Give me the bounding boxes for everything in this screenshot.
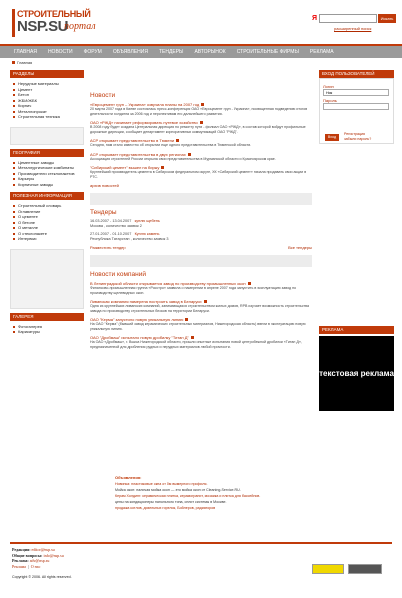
news-item bbox=[90, 138, 312, 148]
sidebar-item[interactable]: Металлургические комбинаты bbox=[10, 165, 84, 171]
text-ad-banner[interactable]: текстовая реклама bbox=[319, 336, 394, 411]
copyright: Copyright © 2006. All rights reserved. bbox=[12, 575, 72, 579]
logo-main: NSP.SU bbox=[17, 18, 68, 35]
news-text: 20 марта 2007 года в Киеве состоялась пресс-конференция ОАО «Евроцемент груп - Украина», посвященная подведению итогов деятельности холдинга за 2006 год и перспективам его дальнейшего развития. bbox=[90, 107, 308, 116]
geo-title: ГЕОГРАФИЯ bbox=[10, 149, 84, 157]
footer-divider bbox=[10, 542, 392, 544]
sections-block bbox=[10, 70, 84, 125]
logo-sub: портал bbox=[64, 21, 96, 32]
right-sidebar bbox=[319, 70, 394, 411]
info-title: ПОЛЕЗНАЯ ИНФОРМАЦИЯ bbox=[10, 192, 84, 200]
sidebar-item[interactable]: Кирпичные заводы bbox=[10, 182, 84, 188]
nav-item-firms[interactable]: СТРОИТЕЛЬНЫЕ ФИРМЫ bbox=[236, 49, 299, 55]
company-news-item bbox=[90, 335, 312, 349]
nav-item-home[interactable]: ГЛАВНАЯ bbox=[14, 49, 37, 55]
editor-label: Редакция: bbox=[12, 547, 31, 552]
nav-item-advert[interactable]: РЕКЛАМА bbox=[309, 49, 334, 55]
tender-place: Москва , количество заявок 2 bbox=[90, 223, 142, 228]
right-spacer bbox=[319, 144, 394, 326]
gallery-title: ГАЛЕРЕЯ bbox=[10, 313, 84, 321]
image-icon bbox=[248, 282, 251, 285]
image-icon bbox=[204, 300, 207, 303]
ads-email[interactable]: adv@nsp.su bbox=[29, 558, 50, 563]
classifieds bbox=[115, 475, 315, 511]
counter-badge-icon[interactable] bbox=[348, 564, 382, 574]
sidebar-item[interactable]: Интервью bbox=[10, 236, 84, 242]
logo-bar bbox=[12, 9, 15, 37]
geo-block bbox=[10, 149, 84, 193]
sidebar-item[interactable]: О цементе bbox=[10, 214, 84, 220]
news-link[interactable]: ОАО «РЖД» начинает реформировать путевое хозяйство bbox=[90, 120, 198, 125]
footer-link-about[interactable]: О нас bbox=[30, 563, 41, 569]
sidebar-item[interactable]: Строительный словарь bbox=[10, 203, 84, 209]
sidebar-item[interactable]: О стеклопакете bbox=[10, 231, 84, 237]
tender-item bbox=[90, 232, 312, 241]
yandex-icon: Я bbox=[312, 15, 318, 22]
place-tender-link[interactable]: Разместить тендер bbox=[90, 245, 126, 250]
sidebar-item[interactable]: О металле bbox=[10, 225, 84, 231]
image-icon bbox=[200, 121, 203, 124]
sidebar-box bbox=[10, 249, 84, 309]
divider-band bbox=[90, 193, 312, 205]
sidebar-item[interactable]: Фотогалерея bbox=[10, 324, 84, 330]
image-icon bbox=[201, 103, 204, 106]
sidebar-item[interactable]: Строительная техника bbox=[10, 114, 84, 120]
password-field[interactable] bbox=[323, 103, 389, 110]
login-form bbox=[319, 78, 394, 144]
sidebar-item[interactable]: Производители стеклопакетов bbox=[10, 171, 84, 177]
news-item bbox=[90, 165, 312, 179]
news-text: Ассоциация строителей России открыла свои представительства в Мурманской области и Красноярском крае. bbox=[90, 156, 276, 161]
search-button[interactable]: Искать bbox=[378, 14, 396, 23]
tender-link[interactable]: куплю щебень bbox=[134, 219, 160, 223]
tender-links bbox=[90, 245, 312, 250]
news-text: В 2008 году будет создана Центральная дирекция по ремонту пути - филиал ОАО «РЖД», в состав которой войдут профильные дорожные дирекции, сообщает департамент корпоративных коммуникаций ОАО "РЖД". bbox=[90, 125, 306, 134]
breadcrumb bbox=[12, 60, 32, 65]
news-title: Новости bbox=[90, 92, 116, 99]
image-icon bbox=[191, 336, 194, 339]
nav-item-forum[interactable]: ФОРУМ bbox=[83, 49, 102, 55]
nav-item-ads[interactable]: ОБЪЯВЛЕНИЯ bbox=[112, 49, 148, 55]
company-news-link[interactable]: В Ленинградской области открывается завод по производству промышленных окон bbox=[90, 281, 246, 286]
tender-date: 16.03.2007 - 13.04.2007 bbox=[90, 219, 132, 223]
tender-link[interactable]: Куплю камень bbox=[134, 232, 160, 236]
image-icon bbox=[188, 153, 191, 156]
classified-line[interactable]: продажа котлов, дизельных горелок, Бойлеров, радиаторов bbox=[115, 506, 216, 510]
counters bbox=[312, 564, 382, 574]
register-links bbox=[344, 132, 371, 141]
advanced-search-link[interactable]: расширенный поиск bbox=[334, 26, 372, 31]
counter-badge-icon[interactable] bbox=[312, 564, 344, 574]
main-nav bbox=[0, 44, 402, 58]
register-link[interactable]: Регистрация bbox=[344, 132, 366, 136]
sidebar-item[interactable]: Металлопрокат bbox=[10, 109, 84, 115]
logo-top: СТРОИТЕЛЬНЫЙ bbox=[17, 9, 91, 19]
classified-line[interactable]: Новинка: пластиковые окна от 0м вымерного профиля. bbox=[115, 482, 208, 486]
site-logo[interactable] bbox=[12, 9, 100, 37]
sidebar-item[interactable]: Цемент bbox=[10, 87, 84, 93]
general-label: Общие вопросы: bbox=[12, 552, 43, 558]
company-news-text: На ОАО "Керма" (бывший завод керамических строительных материалов, Нижегородская область) ввели в эксплуатацию новую уникальную линию. bbox=[90, 322, 306, 331]
main-content bbox=[90, 92, 312, 353]
company-news-text: Финансово-промышленная группа «Росстро» заявила о намерении в апреле 2007 года запустить в эксплуатацию завод по производству щелевидных окон. bbox=[90, 286, 297, 295]
company-news-text: На ОАО «Дробмаш», г. Выкса Нижегородской области, прошли опытные испытания новой центробежной дробилки «Титан Д», предназначенной для дробления рудных и нерудных материалов любой прочности. bbox=[90, 340, 302, 349]
login-field[interactable] bbox=[323, 89, 389, 96]
all-tenders-link[interactable]: Все тендеры bbox=[288, 245, 312, 250]
ad-title: РЕКЛАМА bbox=[319, 326, 394, 334]
classified-line[interactable]: Керам Холдинг: керамическая плитка, керамогранит, мозаика и плитка для бассейнов. bbox=[115, 494, 261, 498]
image-icon bbox=[161, 166, 164, 169]
nav-item-auto[interactable]: АВТОРЫНОК bbox=[194, 49, 226, 55]
tender-item bbox=[90, 219, 312, 228]
news-item bbox=[90, 102, 312, 116]
image-icon bbox=[185, 318, 188, 321]
news-link[interactable]: АСР открывает представительства в двух регионах bbox=[90, 151, 186, 157]
info-block bbox=[10, 192, 84, 247]
general-email[interactable]: info@nsp.su bbox=[43, 552, 64, 558]
classifieds-title: Объявления: bbox=[115, 475, 142, 480]
footer: Редакция: editor@nsp.su Общие вопросы: info@nsp.su Реклама: adv@nsp.su Реклама | О нас Copyright © 2006. All rights reserved. bbox=[12, 547, 72, 579]
forgot-password-link[interactable]: забыли пароль? bbox=[344, 136, 372, 141]
footer-link-advert[interactable]: Реклама bbox=[12, 563, 26, 569]
sections-title: РАЗДЕЛЫ bbox=[10, 70, 84, 78]
sidebar-item[interactable]: Карьеры bbox=[10, 176, 84, 182]
news-item bbox=[90, 152, 312, 162]
news-text: Крупнейший производитель цемента в Сибирском федеральном округе, ХК «Сибирский цемент» начала продавать свои акции в РТС. bbox=[90, 170, 307, 179]
password-label: Пароль bbox=[323, 98, 337, 103]
sidebar-box bbox=[10, 127, 84, 145]
news-link[interactable]: АСР открывает представительство в Тюмени bbox=[90, 138, 175, 143]
header bbox=[0, 0, 402, 42]
tender-date: 27.01.2007 - 01.10.2007 bbox=[90, 232, 132, 236]
company-news-link[interactable]: ОАО "Керма" запустило новую уникальную линию bbox=[90, 317, 184, 322]
login-button[interactable]: Вход bbox=[325, 134, 339, 141]
login-title: ВХОД ПОЛЬЗОВАТЕЛЕЙ bbox=[319, 70, 394, 78]
news-link[interactable]: "Сибирский цемент" вышел на биржу bbox=[90, 165, 160, 170]
news-text: Сегодня, нам стало известно об открытии еще одного представительства в Тюменской области. bbox=[90, 143, 252, 147]
company-news-title: Новости компаний bbox=[90, 271, 146, 278]
ads-label: Реклама: bbox=[12, 558, 29, 563]
sidebar-item[interactable]: Карикатуры bbox=[10, 329, 84, 335]
news-link[interactable]: «Евроцемент груп – Украина» озвучила планы на 2007 год bbox=[90, 102, 200, 107]
login-label: Логин bbox=[323, 84, 334, 89]
image-icon bbox=[176, 139, 179, 142]
sidebar-item[interactable]: Оглавление bbox=[10, 209, 84, 215]
company-news-text: Одна из крупнейших ливанских компаний, занимающаяся строительством жилых домов, RPB изучает возможность строительства завода по производству строительных блоков на территории Беларуси. bbox=[90, 304, 310, 313]
sidebar-item[interactable]: Кирпич bbox=[10, 103, 84, 109]
company-news-item bbox=[90, 299, 312, 313]
nav-item-tenders[interactable]: ТЕНДЕРЫ bbox=[158, 49, 184, 55]
tender-place: Республика Татарстан , количество заявок 3 bbox=[90, 236, 169, 241]
sidebar-item[interactable]: Цементные заводы bbox=[10, 160, 84, 166]
tenders-title: Тендеры bbox=[90, 209, 117, 216]
company-news-link[interactable]: Ливанская компания намерена построить завод в Беларуси bbox=[90, 299, 202, 304]
sidebar-item[interactable]: О бетоне bbox=[10, 220, 84, 226]
classified-line[interactable]: цены на кондиционеры напольного типа, сплит системы в Москве. bbox=[115, 500, 227, 504]
classified-line[interactable]: Мойка окон: наличая мойка окон — это мойка окон от Cleaning-Service.RU. bbox=[115, 488, 241, 492]
company-news-item bbox=[90, 281, 312, 295]
editor-email[interactable]: editor@nsp.su bbox=[31, 547, 55, 552]
left-sidebar bbox=[10, 70, 84, 340]
bullet-icon bbox=[12, 61, 15, 64]
gallery-block bbox=[10, 313, 84, 340]
search-input[interactable] bbox=[319, 14, 377, 23]
news-item bbox=[90, 120, 312, 134]
company-news-link[interactable]: ОАО "Дробмаш" испытало новую дробилку "Титан Д" bbox=[90, 335, 189, 340]
breadcrumb-home[interactable]: Главная bbox=[17, 60, 33, 65]
divider-band bbox=[90, 255, 312, 267]
company-news-item bbox=[90, 317, 312, 331]
nav-item-news[interactable]: НОВОСТИ bbox=[47, 49, 73, 55]
sidebar-item[interactable]: Бетон bbox=[10, 92, 84, 98]
sidebar-item[interactable]: ЖБИ/ЖБК bbox=[10, 98, 84, 104]
news-archive-link[interactable]: архив новостей bbox=[90, 183, 119, 188]
sidebar-item[interactable]: Нерудные материалы bbox=[10, 81, 84, 87]
